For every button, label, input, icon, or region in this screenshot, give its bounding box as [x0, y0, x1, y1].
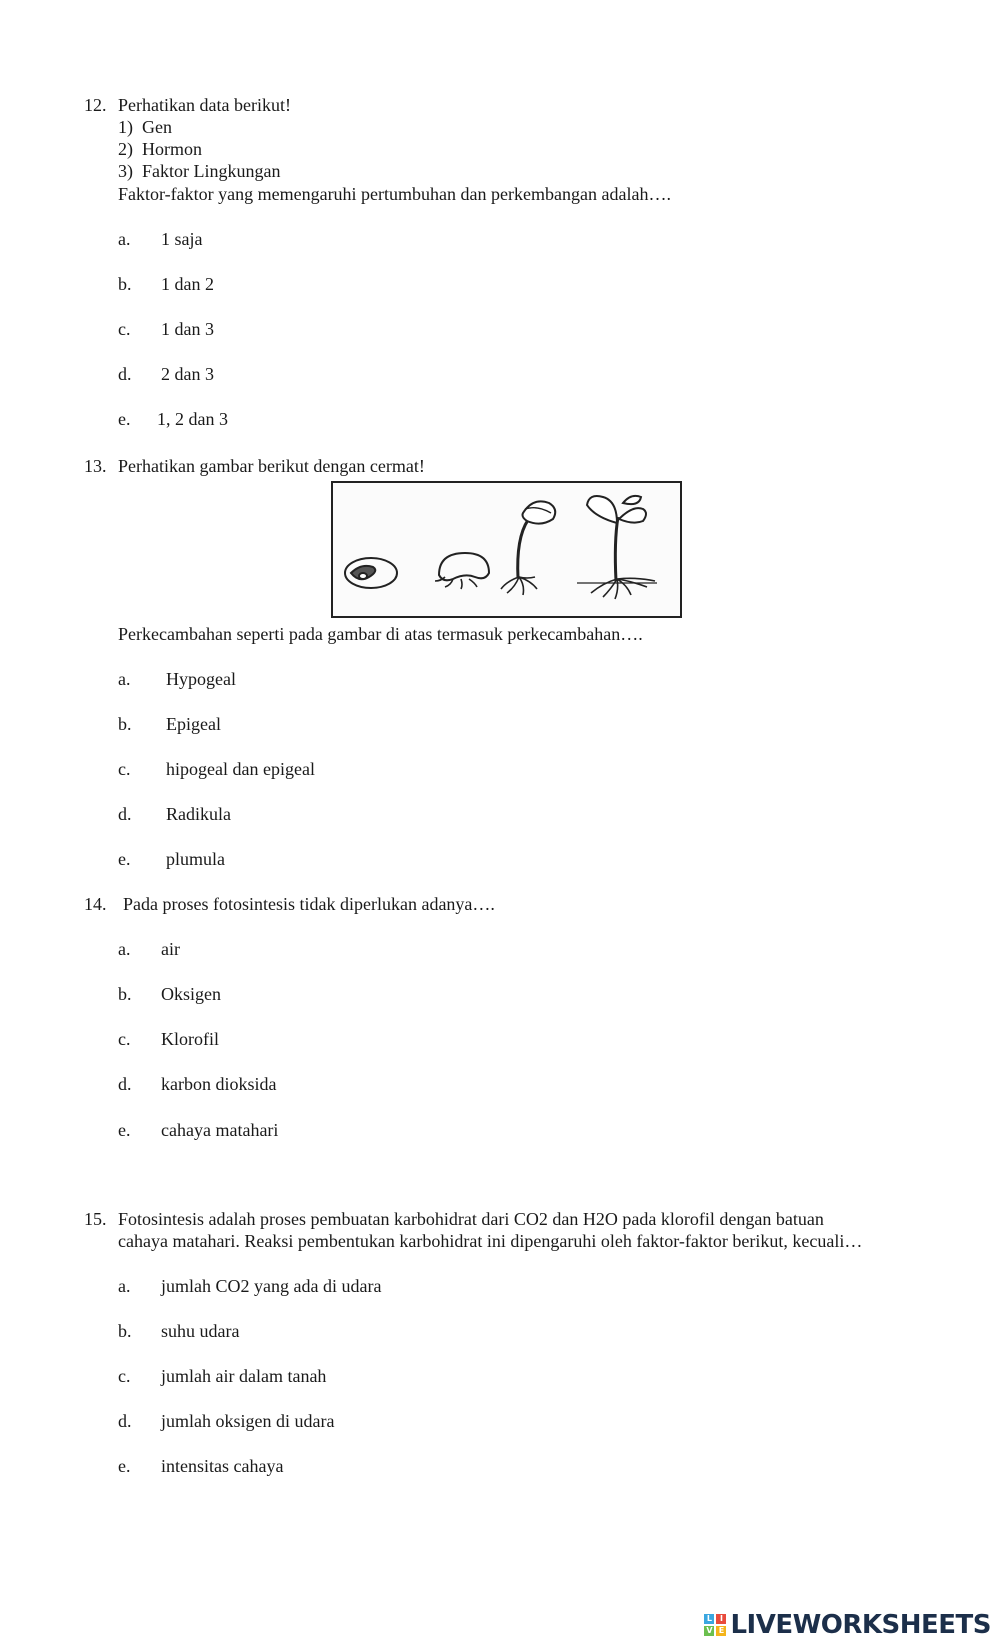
list-text: Faktor Lingkungan	[142, 161, 281, 181]
stem-text: Faktor-faktor yang memengaruhi pertumbuhan dan perkembangan adalah….	[118, 184, 671, 204]
question-number: 15.	[84, 1209, 107, 1229]
option-text: Epigeal	[166, 714, 221, 734]
option-letter: d.	[118, 1411, 132, 1431]
list-text: Gen	[142, 117, 172, 137]
option-text: jumlah oksigen di udara	[161, 1411, 335, 1431]
option-letter: b.	[118, 984, 132, 1004]
option-text: Klorofil	[161, 1029, 219, 1049]
option-text: cahaya matahari	[161, 1120, 279, 1140]
option-text: intensitas cahaya	[161, 1456, 284, 1476]
option-text: 1 saja	[161, 229, 203, 249]
question-text: Pada proses fotosintesis tidak diperlukan adanya….	[123, 894, 495, 914]
seed-stage-3	[501, 501, 555, 595]
option-letter: a.	[118, 939, 131, 959]
option-letter: c.	[118, 1029, 131, 1049]
question-number: 12.	[84, 95, 107, 115]
question-text: Perhatikan gambar berikut dengan cermat!	[118, 456, 425, 476]
option-letter: c.	[118, 1366, 131, 1386]
list-text: Hormon	[142, 139, 202, 159]
logo-cell-v: V	[706, 1626, 713, 1635]
option-text: 1 dan 3	[161, 319, 214, 339]
logo-text: LIVEWORKSHEETS	[730, 1610, 991, 1640]
option-letter: d.	[118, 1074, 132, 1094]
liveworksheets-logo[interactable]	[704, 1610, 991, 1640]
stem-text: Perkecambahan seperti pada gambar di atas termasuk perkecambahan….	[118, 624, 643, 644]
option-text: Hypogeal	[166, 669, 236, 689]
question-number: 13.	[84, 456, 107, 476]
question-text: Fotosintesis adalah proses pembuatan karbohidrat dari CO2 dan H2O pada klorofil dengan batuan	[118, 1209, 824, 1229]
logo-cell-i: I	[716, 1614, 726, 1624]
option-letter: b.	[118, 1321, 132, 1341]
option-text: karbon dioksida	[161, 1074, 277, 1094]
germination-figure	[331, 481, 682, 618]
seed-stage-4	[577, 496, 657, 599]
list-number: 2)	[118, 139, 133, 159]
option-text: air	[161, 939, 180, 959]
option-letter: a.	[118, 669, 131, 689]
question-number: 14.	[84, 894, 107, 914]
option-letter: e.	[118, 1456, 131, 1476]
option-text: hipogeal dan epigeal	[166, 759, 315, 779]
option-text: 1 dan 2	[161, 274, 214, 294]
logo-cell-e: E	[716, 1626, 726, 1636]
option-letter: c.	[118, 759, 131, 779]
seed-stage-2	[435, 553, 489, 589]
option-text: plumula	[166, 849, 225, 869]
option-letter: e.	[118, 409, 131, 429]
option-letter: a.	[118, 1276, 131, 1296]
seed-stage-1	[345, 558, 397, 588]
option-letter: c.	[118, 319, 131, 339]
question-text: Perhatikan data berikut!	[118, 95, 291, 115]
list-number: 3)	[118, 161, 133, 181]
list-number: 1)	[118, 117, 133, 137]
option-letter: e.	[118, 849, 131, 869]
option-text: Radikula	[166, 804, 231, 824]
option-text: 2 dan 3	[161, 364, 214, 384]
logo-cell-l: L	[704, 1614, 714, 1624]
option-text: Oksigen	[161, 984, 221, 1004]
seed-germination-illustration	[333, 483, 680, 616]
logo-grid-icon	[704, 1614, 726, 1636]
option-text: suhu udara	[161, 1321, 240, 1341]
option-text: 1, 2 dan 3	[157, 409, 228, 429]
question-text: cahaya matahari. Reaksi pembentukan karbohidrat ini dipengaruhi oleh faktor-faktor berikut, kecuali…	[118, 1231, 863, 1251]
option-letter: d.	[118, 804, 132, 824]
option-letter: b.	[118, 714, 132, 734]
option-letter: b.	[118, 274, 132, 294]
option-text: jumlah air dalam tanah	[161, 1366, 327, 1386]
option-letter: e.	[118, 1120, 131, 1140]
option-letter: d.	[118, 364, 132, 384]
option-letter: a.	[118, 229, 131, 249]
option-text: jumlah CO2 yang ada di udara	[161, 1276, 382, 1296]
